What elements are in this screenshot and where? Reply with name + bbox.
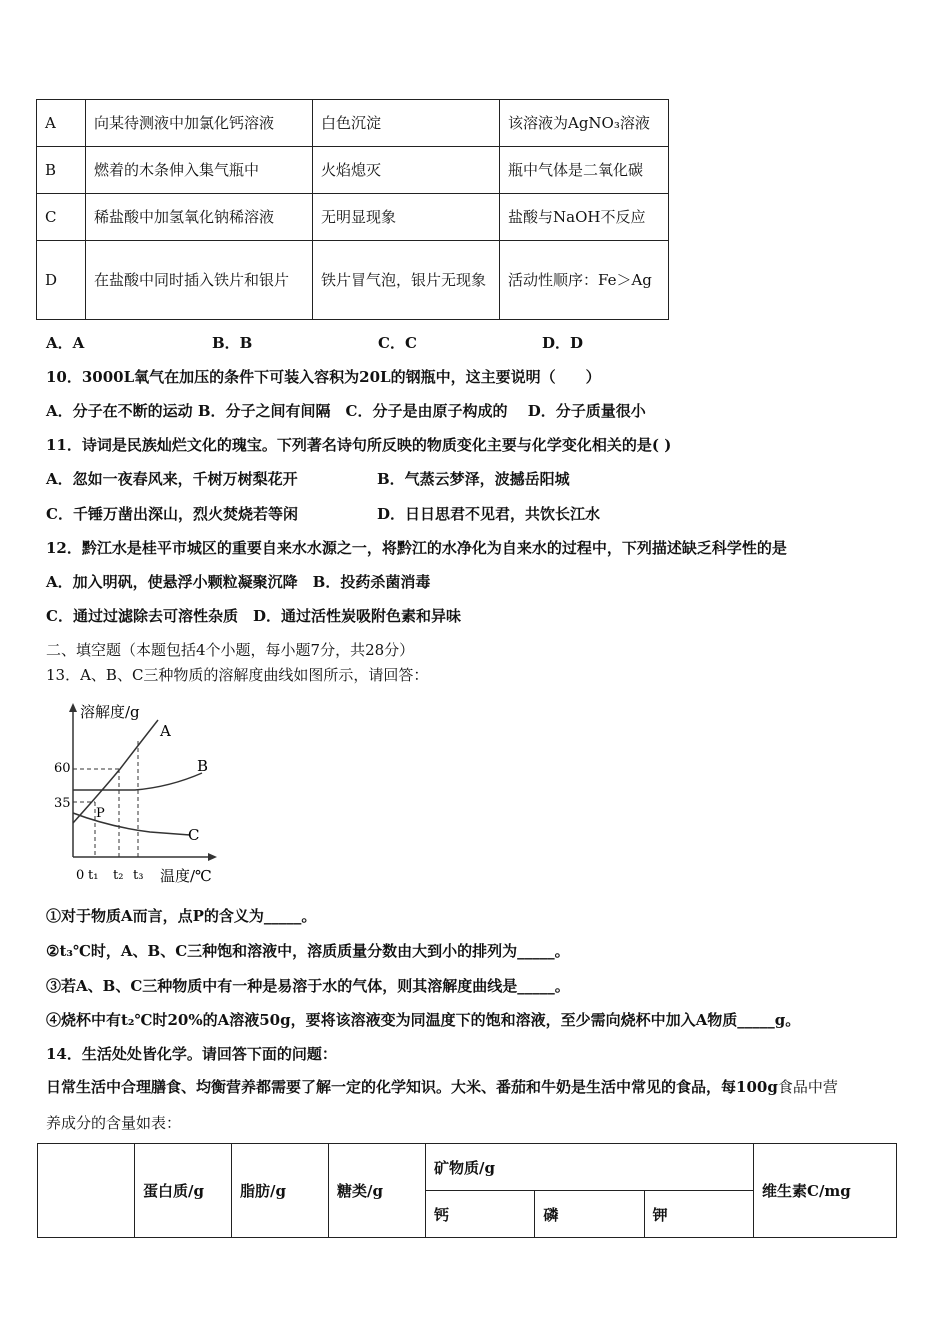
row-key: A — [37, 100, 86, 147]
q13-sub1: ①对于物质A而言，点P的含义为_____。 — [46, 907, 317, 925]
header-fat: 脂肪/g — [232, 1144, 329, 1238]
point-p-label: P — [96, 806, 105, 821]
header-protein: 蛋白质/g — [135, 1144, 232, 1238]
q12-options-cd: C．通过过滤除去可溶性杂质 D．通过活性炭吸附色素和异味 — [46, 607, 461, 625]
header-vitamin-c: 维生素C/mg — [754, 1144, 897, 1238]
q11-stem: 11．诗词是民族灿烂文化的瑰宝。下列著名诗句所反映的物质变化主要与化学变化相关的是( ) — [46, 436, 672, 454]
header-mineral: 矿物质/g — [426, 1144, 754, 1191]
phenomenon-cell: 火焰熄灭 — [313, 147, 500, 194]
curve-a — [73, 720, 158, 823]
row-key: B — [37, 147, 86, 194]
q12-options-ab: A．加入明矾，使悬浮小颗粒凝聚沉降 B．投药杀菌消毒 — [46, 573, 431, 591]
x-axis-label: 温度/℃ — [160, 867, 212, 885]
table-row — [38, 1144, 897, 1191]
q9-option-d: D．D — [542, 334, 584, 352]
q12-stem: 12．黔江水是桂平市城区的重要自来水水源之一，将黔江的水净化为自来水的过程中，下列描述缺乏科学性的是 — [46, 539, 787, 557]
curve-b-label: B — [197, 757, 209, 775]
q9-option-c: C．C — [378, 334, 417, 352]
q11-option-c: C．千锤万凿出深山，烈火焚烧若等闲 — [46, 505, 298, 523]
y-tick-label-35: 35 — [54, 796, 71, 811]
header-phosphorus: 磷 — [535, 1191, 644, 1238]
conclusion-cell: 该溶液为AgNO₃溶液 — [500, 100, 669, 147]
q9-option-a: A．A — [46, 334, 85, 352]
conclusion-cell: 活动性顺序：Fe＞Ag — [500, 241, 669, 320]
operation-cell: 稀盐酸中加氢氧化钠稀溶液 — [86, 194, 313, 241]
conclusion-cell: 盐酸与NaOH不反应 — [500, 194, 669, 241]
curve-c-label: C — [188, 826, 200, 844]
operation-cell: 向某待测液中加氯化钙溶液 — [86, 100, 313, 147]
operation-cell: 在盐酸中同时插入铁片和银片 — [86, 241, 313, 320]
table-row — [37, 100, 669, 147]
x-tick-label-t2: t₂ — [113, 868, 124, 883]
q13-sub3: ③若A、B、C三种物质中有一种是易溶于水的气体，则其溶解度曲线是_____。 — [46, 977, 570, 995]
q14-stem: 14．生活处处皆化学。请回答下面的问题： — [46, 1045, 337, 1063]
table-row — [37, 194, 669, 241]
q13-sub2: ②t₃℃时，A、B、C三种饱和溶液中，溶质质量分数由大到小的排列为_____。 — [46, 942, 570, 960]
y-axis-arrow-icon — [69, 703, 77, 712]
header-sugar: 糖类/g — [329, 1144, 426, 1238]
q13-stem: 13．A、B、C三种物质的溶解度曲线如图所示，请回答： — [46, 666, 429, 684]
experiment-table — [36, 99, 669, 320]
x-axis-arrow-icon — [208, 853, 217, 861]
table-row — [37, 147, 669, 194]
y-axis-label: 溶解度/g — [80, 703, 140, 721]
curve-b — [73, 773, 202, 790]
x-tick-label-t3: t₃ — [133, 868, 144, 883]
q9-option-b: B．B — [212, 334, 253, 352]
x-tick-label-0: 0 — [76, 868, 85, 883]
phenomenon-cell: 无明显现象 — [313, 194, 500, 241]
row-key: C — [37, 194, 86, 241]
q14-paragraph-line2: 养成分的含量如表： — [46, 1114, 182, 1132]
nutrition-table — [37, 1143, 897, 1238]
y-tick-label-60: 60 — [54, 761, 71, 776]
q10-stem: 10．3000L氧气在加压的条件下可装入容积为20L的钢瓶中，这主要说明（ ） — [46, 368, 601, 386]
empty-header-cell — [38, 1144, 135, 1238]
q14-paragraph-normal: 食品中营 — [777, 1078, 838, 1096]
q13-sub4: ④烧杯中有t₂℃时20%的A溶液50g，要将该溶液变为同温度下的饱和溶液，至少需向烧杯中加入A物质_____g。 — [46, 1011, 801, 1029]
phenomenon-cell: 白色沉淀 — [313, 100, 500, 147]
solubility-chart — [40, 695, 240, 890]
q11-option-b: B．气蒸云梦泽，波撼岳阳城 — [377, 470, 570, 488]
x-tick-label-t1: t₁ — [88, 868, 99, 883]
q11-option-d: D．日日思君不见君，共饮长江水 — [377, 505, 601, 523]
q10-options: A．分子在不断的运动 B．分子之间有间隔 C．分子是由原子构成的 D．分子质量很小 — [46, 402, 646, 420]
header-potassium: 钾 — [644, 1191, 753, 1238]
table-row — [37, 241, 669, 320]
operation-cell: 燃着的木条伸入集气瓶中 — [86, 147, 313, 194]
row-key: D — [37, 241, 86, 320]
conclusion-cell: 瓶中气体是二氧化碳 — [500, 147, 669, 194]
curve-c — [73, 813, 190, 835]
q14-paragraph-bold: 日常生活中合理膳食、均衡营养都需要了解一定的化学知识。大米、番茄和牛奶是生活中常见的食品，每100g — [46, 1078, 778, 1096]
header-calcium: 钙 — [426, 1191, 535, 1238]
q14-paragraph-line1 — [46, 1076, 838, 1097]
curve-a-label: A — [160, 722, 171, 740]
section-heading: 二、填空题（本题包括4个小题，每小题7分，共28分） — [46, 641, 415, 659]
q11-option-a: A．忽如一夜春风来，千树万树梨花开 — [46, 470, 298, 488]
phenomenon-cell: 铁片冒气泡，银片无现象 — [313, 241, 500, 320]
